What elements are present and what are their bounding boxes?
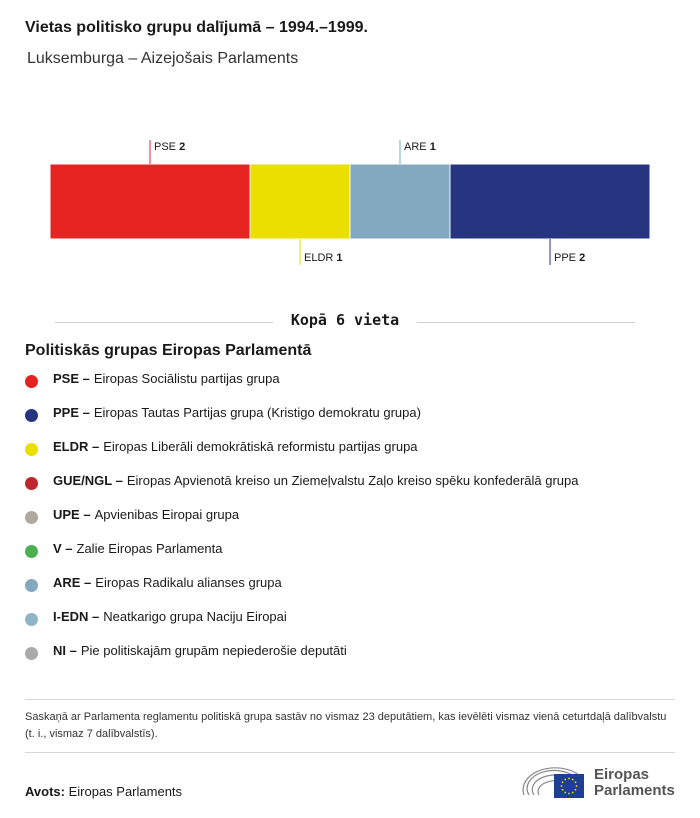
source [25, 784, 182, 799]
legend-text [53, 473, 578, 488]
flag-star-icon [572, 779, 574, 781]
flag-star-icon [568, 778, 570, 780]
logo-line2: Parlaments [594, 782, 675, 799]
note-divider-bottom [25, 752, 675, 753]
group-legend [25, 371, 578, 677]
legend-abbr: ELDR – [53, 439, 100, 454]
legend-dot-icon [25, 511, 38, 524]
legend-text [53, 439, 418, 454]
legend-abbr: ARE – [53, 575, 92, 590]
legend-dot-icon [25, 613, 38, 626]
flag-star-icon [564, 792, 566, 794]
flag-star-icon [575, 781, 577, 783]
legend-item [25, 575, 578, 609]
bar-label-ppe: PPE 2 [554, 252, 586, 264]
legend-item [25, 609, 578, 643]
legend-desc: Apvienibas Eiropai grupa [94, 507, 240, 522]
legend-dot-icon [25, 579, 38, 592]
seat-bar-chart [0, 130, 700, 280]
legend-dot-icon [25, 545, 38, 558]
legend-abbr: I-EDN – [53, 609, 100, 624]
legend-item [25, 473, 578, 507]
flag-star-icon [561, 785, 563, 787]
legend-dot-icon [25, 647, 38, 660]
legend-text [53, 643, 347, 658]
legend-dot-icon [25, 375, 38, 388]
legend-item [25, 405, 578, 439]
legend-item [25, 507, 578, 541]
flag-star-icon [576, 785, 578, 787]
legend-desc: Eiropas Apvienotā kreiso un Ziemeļvalstu Zaļo kreiso spēku konfederālā grupa [126, 473, 579, 488]
legend-dot-icon [25, 477, 38, 490]
legend-desc: Pie politiskajām grupām nepiederošie deputāti [80, 643, 347, 658]
note-divider-top [25, 699, 675, 700]
legend-text [53, 507, 239, 522]
bar-eldr [250, 164, 350, 239]
legend-desc: Eiropas Liberāli demokrātiskā reformistu partijas grupa [103, 439, 418, 454]
legend-desc: Eiropas Tautas Partijas grupa (Kristigo demokratu grupa) [93, 405, 421, 420]
legend-dot-icon [25, 443, 38, 456]
legend-desc: Neatkarigo grupa Naciju Eiropai [103, 609, 287, 624]
legend-abbr: V – [53, 541, 73, 556]
flag-star-icon [562, 789, 564, 791]
legend-desc: Eiropas Radikalu alianses grupa [95, 575, 282, 590]
bar-label-pse: PSE 2 [154, 141, 186, 153]
source-label: Avots: [25, 784, 65, 799]
bar-ppe [450, 164, 650, 239]
legend-item [25, 643, 578, 677]
flag-star-icon [568, 793, 570, 795]
legend-text [53, 609, 287, 624]
hemicycle-flag-icon [520, 762, 590, 802]
total-seats-label: Kopā 6 vieta [277, 311, 413, 329]
legend-text [53, 541, 222, 556]
footnote: Saskaņā ar Parlamenta reglamentu politiskā grupa sastāv no vismaz 23 deputātiem, kas ievēlēti vismaz vienā ceturtdaļā dalībvalstu (t. i., vismaz 7 dalībvalstīs). [25, 711, 667, 740]
flag-star-icon [572, 792, 574, 794]
flag-star-icon [562, 781, 564, 783]
legend-abbr: PPE – [53, 405, 90, 420]
total-seats [55, 311, 635, 333]
bar-are [350, 164, 450, 239]
flag-star-icon [564, 779, 566, 781]
ep-logo [520, 762, 680, 802]
legend-text [53, 405, 421, 420]
bar-pse [50, 164, 250, 239]
legend-desc: Zalie Eiropas Parlamenta [76, 541, 223, 556]
legend-text [53, 575, 282, 590]
bar-label-are: ARE 1 [404, 141, 436, 153]
legend-abbr: NI – [53, 643, 77, 658]
legend-abbr: GUE/NGL – [53, 473, 123, 488]
legend-text [53, 371, 280, 386]
legend-item [25, 541, 578, 575]
logo-line1: Eiropas [594, 766, 650, 783]
legend-title: Politiskās grupas Eiropas Parlamentā [25, 342, 312, 359]
chart-title: Vietas politisko grupu dalījumā – 1994.–1999. [25, 19, 368, 36]
legend-desc: Eiropas Sociālistu partijas grupa [93, 371, 280, 386]
bar-label-eldr: ELDR 1 [304, 252, 343, 264]
chart-subtitle: Luksemburga – Aizejošais Parlaments [27, 50, 299, 67]
legend-abbr: UPE – [53, 507, 91, 522]
legend-dot-icon [25, 409, 38, 422]
legend-item [25, 371, 578, 405]
source-value: Eiropas Parlaments [68, 784, 183, 799]
flag-star-icon [575, 789, 577, 791]
legend-abbr: PSE – [53, 371, 90, 386]
legend-item [25, 439, 578, 473]
